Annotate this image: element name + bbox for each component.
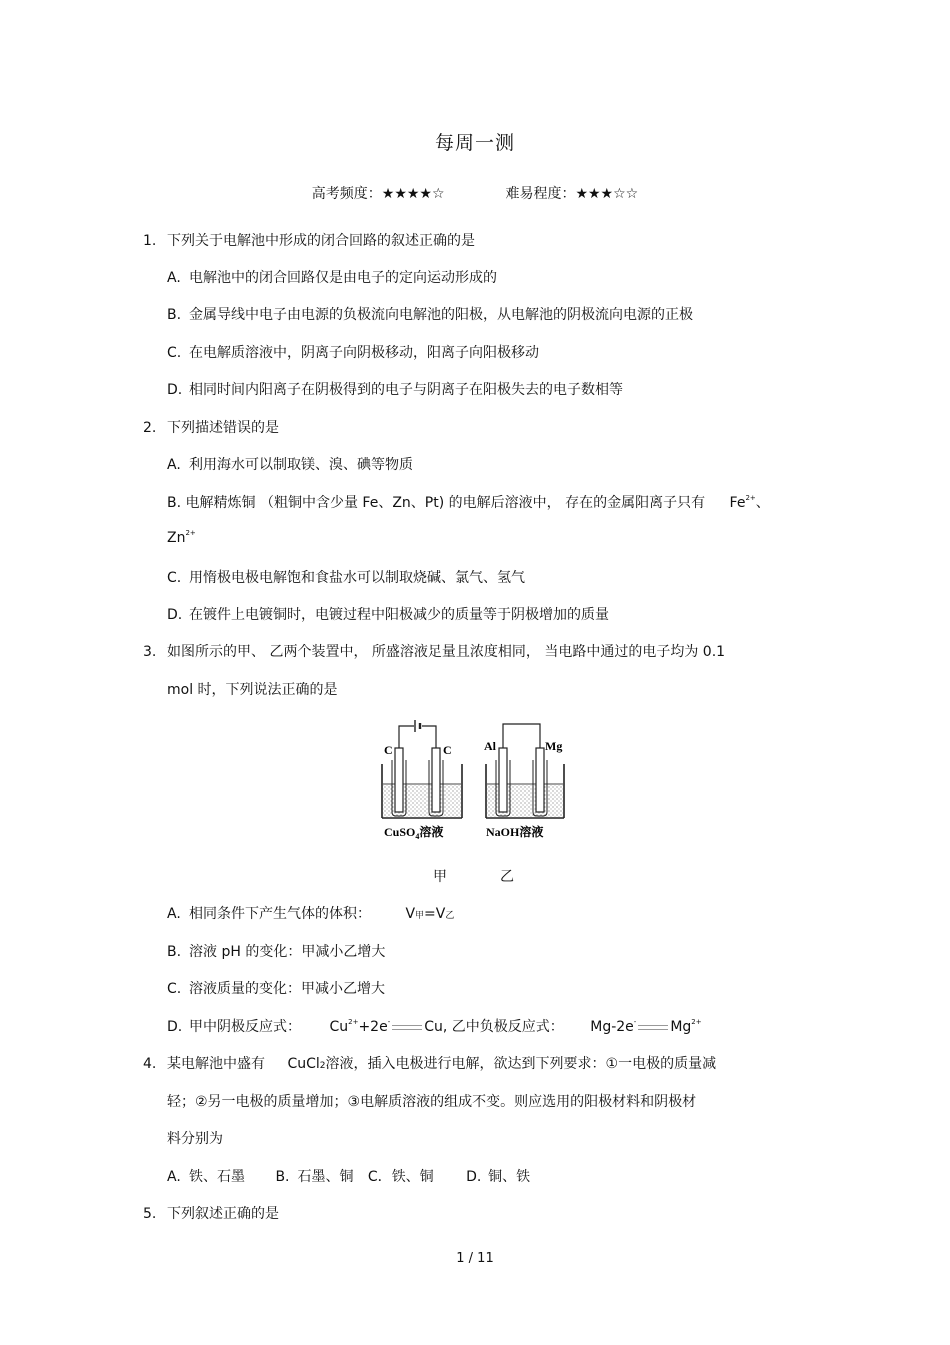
- q2-option-a: A. 利用海水可以制取镁、溴、碘等物质: [167, 457, 413, 473]
- question-stem: 下列关于电解池中形成的闭合回路的叙述正确的是: [167, 233, 475, 249]
- beaker-jia: [382, 720, 462, 818]
- question-4-cont-2: 料分别为: [167, 1131, 223, 1147]
- reaction-equals-sign: [638, 1025, 668, 1030]
- solution-label: CuSO$_4$溶液: [384, 825, 444, 841]
- electrode-label: C: [443, 743, 452, 757]
- question-3-cont: mol 时，下列说法正确的是: [167, 682, 338, 698]
- page-number: 1 / 11: [456, 1251, 494, 1266]
- electrolysis-apparatus-figure: [376, 714, 568, 844]
- difficulty-label: 难易程度：: [505, 186, 576, 202]
- reaction-equals-sign: [392, 1025, 422, 1030]
- question-1: [143, 230, 475, 250]
- question-number: 3.: [143, 644, 157, 660]
- question-stem: 下列叙述正确的是: [167, 1206, 279, 1222]
- question-number: 2.: [143, 420, 157, 436]
- question-3: [143, 641, 725, 661]
- question-number: 5.: [143, 1206, 157, 1222]
- electrode-label: C: [384, 743, 393, 757]
- caption-jia: 甲: [433, 869, 447, 885]
- q3-option-b: B. 溶液 pH 的变化：甲减小乙增大: [167, 944, 386, 960]
- caption-yi: 乙: [500, 869, 514, 885]
- frequency-label: 高考频度：: [311, 186, 382, 202]
- q1-option-a: A. 电解池中的闭合回路仅是由电子的定向运动形成的: [167, 270, 497, 286]
- question-4-cont-1: 轻；②另一电极的质量增加；③电解质溶液的组成不变。则应选用的阳极材料和阴极材: [167, 1094, 697, 1110]
- q2-option-c: C. 用惰极电极电解饱和食盐水可以制取烧碱、氯气、氢气: [167, 570, 525, 586]
- question-number: 1.: [143, 233, 157, 249]
- question-5: [143, 1203, 279, 1223]
- frequency-stars: ★★★★☆: [381, 186, 445, 202]
- question-number: 4.: [143, 1056, 157, 1072]
- q4-options: A. 铁、石墨 B. 石墨、铜 C．铁、铜 D. 铜、铁: [167, 1169, 531, 1185]
- q1-option-b: B. 金属导线中电子由电源的负极流向电解池的阳极，从电解池的阴极流向电源的正极: [167, 307, 693, 323]
- q3-option-c: C. 溶液质量的变化：甲减小乙增大: [167, 981, 385, 997]
- page-title: 每周一测: [434, 132, 515, 154]
- question-stem: 下列描述错误的是: [167, 420, 279, 436]
- q3-option-a: A. 相同条件下产生气体的体积： V甲=V乙: [167, 906, 455, 922]
- q2-option-b-cont: $Zn^{2+}$: [167, 529, 196, 546]
- electrode-label: Al: [484, 739, 496, 753]
- q2-option-b: B. 电解精炼铜 （粗铜中含少量 Fe、Zn、Pt) 的电解后溶液中， 存在的金属阳离子只有 $Fe^{2+}$、: [167, 494, 770, 511]
- question-stem: 如图所示的甲、 乙两个装置中， 所盛溶液足量且浓度相同， 当电路中通过的电子均为 0.1: [167, 644, 726, 660]
- question-2: [143, 417, 279, 437]
- question-4: 4. 某电解池中盛有 CuCl2溶液，插入电极进行电解，欲达到下列要求：①一电极的质量减: [143, 1056, 717, 1072]
- q1-option-d: D. 相同时间内阳离子在阴极得到的电子与阴离子在阳极失去的电子数相等: [167, 382, 623, 398]
- electrode-label: Mg: [545, 739, 563, 753]
- difficulty-stars: ★★★☆☆: [575, 186, 639, 202]
- solution-label: NaOH溶液: [486, 825, 544, 839]
- q2-option-d: D. 在镀件上电镀铜时，电镀过程中阳极减少的质量等于阴极增加的质量: [167, 607, 609, 623]
- q3-option-d: D. 甲中阴极反应式： $Cu^{2+}+2e^-$ Cu, 乙中负极反应式： Mg-2e- $Mg^{2+}$: [167, 1018, 702, 1035]
- difficulty-meta: [0, 183, 950, 203]
- q1-option-c: C. 在电解质溶液中，阴离子向阴极移动，阳离子向阳极移动: [167, 345, 539, 361]
